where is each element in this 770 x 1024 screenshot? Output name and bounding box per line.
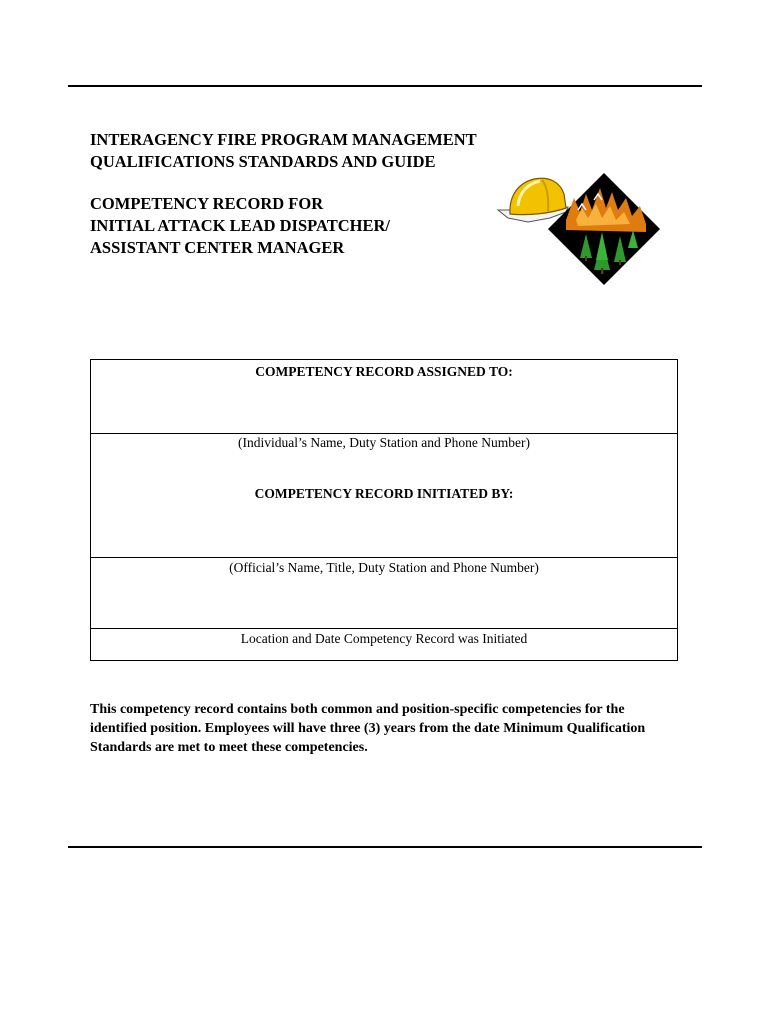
title-line-1: INTERAGENCY FIRE PROGRAM MANAGEMENT — [90, 130, 477, 149]
title-line-2: QUALIFICATIONS STANDARDS AND GUIDE — [90, 152, 436, 171]
assigned-to-caption: (Individual’s Name, Duty Station and Phone Number) — [237, 435, 531, 450]
bottom-rule — [68, 846, 702, 848]
initiated-by-caption: (Official’s Name, Title, Duty Station and Phone Number) — [229, 560, 539, 575]
initiated-by-label: COMPETENCY RECORD INITIATED BY: — [254, 486, 514, 501]
competency-record-box — [90, 359, 678, 661]
location-date-line — [91, 628, 677, 629]
document-title — [90, 129, 477, 173]
location-date-caption: Location and Date Competency Record was Initiated — [240, 631, 528, 646]
record-title-line-2: INITIAL ATTACK LEAD DISPATCHER/ — [90, 216, 390, 235]
initiated-by-signature-line — [91, 557, 677, 558]
hard-hat-icon — [498, 178, 568, 222]
assigned-to-label: COMPETENCY RECORD ASSIGNED TO: — [255, 364, 513, 379]
fire-helmet-forest-logo — [494, 168, 666, 288]
record-title-line-3: ASSISTANT CENTER MANAGER — [90, 238, 345, 257]
assigned-to-signature-line — [91, 433, 677, 434]
record-title — [90, 193, 390, 259]
top-rule — [68, 85, 702, 87]
competency-statement: This competency record contains both common and position-specific competencies for the identified position. Employees will have three (3) years from the date Minimum Qualification Standards are met to meet these competencies. — [90, 702, 646, 755]
record-title-line-1: COMPETENCY RECORD FOR — [90, 194, 324, 213]
forest-fire-diamond-icon — [548, 173, 660, 285]
